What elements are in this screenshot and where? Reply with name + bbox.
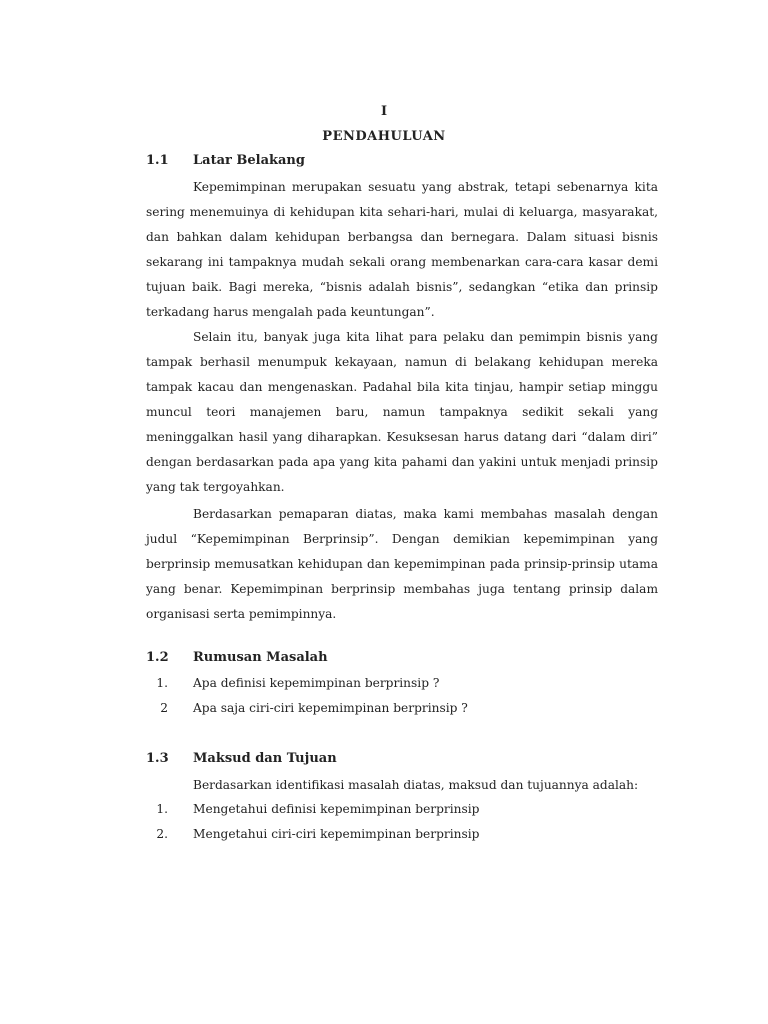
list-item (146, 671, 666, 696)
list-item (146, 696, 666, 721)
list-item-number: 2 (160, 701, 168, 715)
section-intro: Berdasarkan identifikasi masalah diatas, maksud dan tujuannya adalah: (193, 778, 639, 792)
list-item-text: Mengetahui ciri-ciri kepemimpinan berprinsip (193, 827, 480, 841)
chapter-number: I (380, 104, 388, 119)
paragraph-2: Selain itu, banyak juga kita lihat para pelaku dan pemimpin bisnis yang tampak berhasil menumpuk kekayaan, namun di belakang kehidupan mereka tampak kacau dan mengenaskan. Padahal bila kita tinjau, hampir setiap minggu muncul teori manajemen baru, namun tampaknya sedikit sekali yang meninggalkan hasil yang diharapkan. Kesuksesan harus datang dari “dalam diri” dengan berdasarkan pada apa yang kita pahami dan yakini untuk menjadi prinsip yang tak tergoyahkan. (146, 330, 658, 494)
section-number: 1.1 (146, 153, 169, 168)
paragraph-3: Berdasarkan pemaparan diatas, maka kami membahas masalah dengan judul “Kepemimpinan Berprinsip”. Dengan demikian kepemimpinan yang berprinsip memusatkan kehidupan dan kepemimpinan pada prinsip-prinsip utama yang benar. Kepemimpinan berprinsip membahas juga tentang prinsip dalam organisasi serta pemimpinnya. (146, 507, 658, 621)
section-number: 1.2 (146, 650, 169, 665)
section-heading-maksud-dan-tujuan (146, 751, 337, 766)
list-item (146, 797, 666, 822)
list-item (146, 822, 666, 847)
section-title: Maksud dan Tujuan (193, 751, 337, 766)
chapter-title: PENDAHULUAN (322, 129, 446, 144)
paragraph-1: Kepemimpinan merupakan sesuatu yang abstrak, tetapi sebenarnya kita sering menemuinya di kehidupan kita sehari-hari, mulai di keluarga, masyarakat, dan bahkan dalam kehidupan berbangsa dan bernegara. Dalam situasi bisnis sekarang ini tampaknya mudah sekali orang membenarkan cara-cara kasar demi tujuan baik. Bagi mereka, “bisnis adalah bisnis”, sedangkan “etika dan prinsip terkadang harus mengalah pada keuntungan”. (146, 180, 658, 319)
list-item-number: 1. (156, 676, 168, 690)
section-heading-rumusan-masalah (146, 650, 328, 665)
section-title: Latar Belakang (193, 153, 305, 168)
section-heading-latar-belakang (146, 153, 305, 168)
list-item-number: 1. (156, 802, 168, 816)
list-item-text: Apa definisi kepemimpinan berprinsip ? (193, 676, 440, 690)
section-number: 1.3 (146, 751, 169, 766)
section-title: Rumusan Masalah (193, 650, 328, 665)
list-item-number: 2. (156, 827, 168, 841)
list-item-text: Mengetahui definisi kepemimpinan berprinsip (193, 802, 480, 816)
list-item-text: Apa saja ciri-ciri kepemimpinan berprinsip ? (193, 701, 468, 715)
